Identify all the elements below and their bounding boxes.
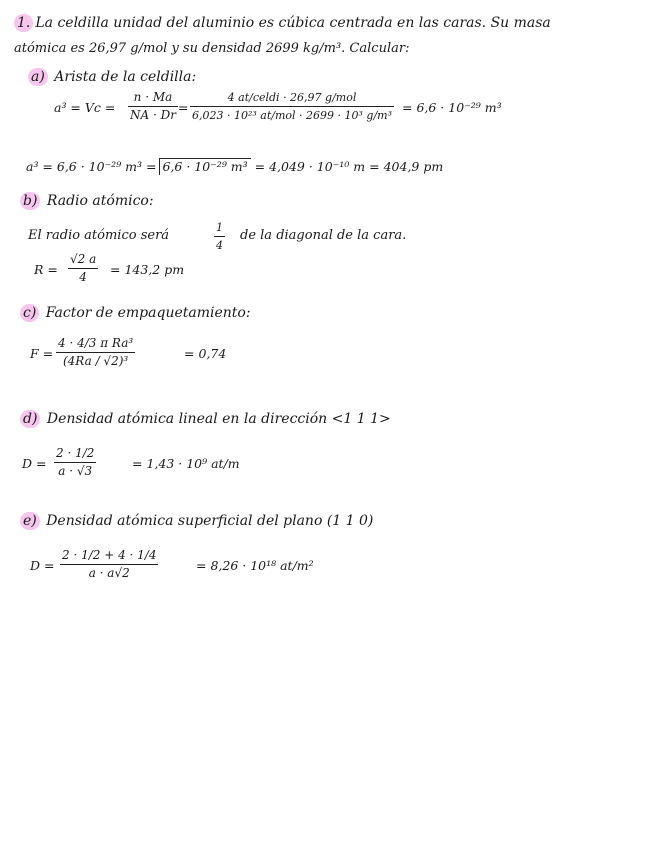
part-b-text-frac-num: 1	[216, 221, 223, 234]
problem-text-1: La celdilla unidad del aluminio es cúbica centrada en las caras. Su masa	[35, 15, 551, 31]
part-b-text-1: El radio atómico será	[28, 228, 170, 243]
part-c-eq-frac	[56, 336, 135, 369]
part-c-eq-den: (4Ra / √2)³	[62, 354, 129, 368]
part-c-eq-result: = 0,74	[184, 346, 227, 361]
part-b-label: b)	[20, 192, 40, 210]
part-e-title: Densidad atómica superficial del plano (1 1 0)	[46, 513, 374, 529]
part-b-eq-num: √2 a	[70, 252, 97, 266]
part-a-title: Arista de la celdilla:	[54, 69, 197, 85]
part-a-eq1-frac1	[128, 90, 178, 123]
part-b-eq-den: 4	[79, 270, 87, 284]
part-b-text-frac-den: 4	[216, 239, 223, 252]
part-b-eq-result: = 143,2 pm	[110, 262, 185, 277]
part-c-heading	[20, 304, 251, 322]
part-a-eq1-result: = 6,6 · 10⁻²⁹ m³	[402, 100, 502, 115]
part-a-label: a)	[28, 68, 48, 86]
part-a-eq2-lhs: a³ = 6,6 · 10⁻²⁹ m³ =	[26, 159, 157, 174]
part-e-label: e)	[20, 512, 40, 530]
part-b-eq-frac	[68, 252, 98, 285]
problem-number: 1.	[14, 14, 33, 32]
part-a-eq2-result: = 4,049 · 10⁻¹⁰ m = 404,9 pm	[254, 159, 444, 174]
part-d-eq-lhs: D =	[22, 456, 47, 471]
part-a-heading	[28, 68, 196, 86]
part-a-eq1-frac2-den: 6,023 · 10²³ at/mol · 2699 · 10³ g/m³	[192, 109, 393, 122]
part-a-eq2	[26, 158, 443, 175]
part-d-label: d)	[20, 410, 40, 428]
part-d-eq-result: = 1,43 · 10⁹ at/m	[132, 456, 240, 471]
part-c-title: Factor de empaquetamiento:	[45, 305, 251, 321]
problem-line-1	[14, 14, 551, 32]
part-e-eq-lhs: D =	[30, 558, 55, 573]
part-c-eq-lhs: F =	[30, 346, 54, 361]
part-a-eq1-frac1-num: n · Ma	[133, 90, 173, 104]
part-d-heading	[20, 410, 391, 428]
part-e-eq-den: a · a√2	[88, 566, 130, 580]
part-b-text-frac	[214, 220, 225, 253]
part-d-eq-num: 2 · 1/2	[56, 446, 95, 460]
part-a-eq1-eq: =	[178, 100, 189, 115]
part-d-eq-den: a · √3	[58, 464, 93, 478]
part-a-eq1-frac1-den: NA · Dr	[130, 108, 176, 122]
part-a-eq1-frac2	[190, 90, 394, 123]
part-c-eq-num: 4 · 4/3 π Ra³	[58, 336, 134, 350]
part-d-eq-frac	[54, 446, 96, 479]
part-d-title: Densidad atómica lineal en la dirección <1 1 1>	[46, 411, 391, 427]
part-e-eq-result: = 8,26 · 10¹⁸ at/m²	[196, 558, 314, 573]
part-b-heading	[20, 192, 154, 210]
problem-line-2: atómica es 26,97 g/mol y su densidad 2699 kg/m³. Calcular:	[14, 41, 410, 56]
part-b-eq-lhs: R =	[34, 262, 58, 277]
part-b-text-2: de la diagonal de la cara.	[240, 228, 407, 243]
part-e-eq-frac	[60, 548, 158, 581]
part-b-title: Radio atómico:	[46, 193, 154, 209]
part-a-eq1-frac2-num: 4 at/celdi · 26,97 g/mol	[227, 91, 357, 104]
part-e-heading	[20, 512, 373, 530]
part-c-label: c)	[20, 304, 39, 322]
part-a-eq1-lhs: a³ = Vc =	[54, 100, 116, 115]
part-e-eq-num: 2 · 1/2 + 4 · 1/4	[62, 548, 157, 562]
square-root	[159, 158, 251, 175]
part-a-eq2-root: 6,6 · 10⁻²⁹ m³	[162, 159, 248, 174]
